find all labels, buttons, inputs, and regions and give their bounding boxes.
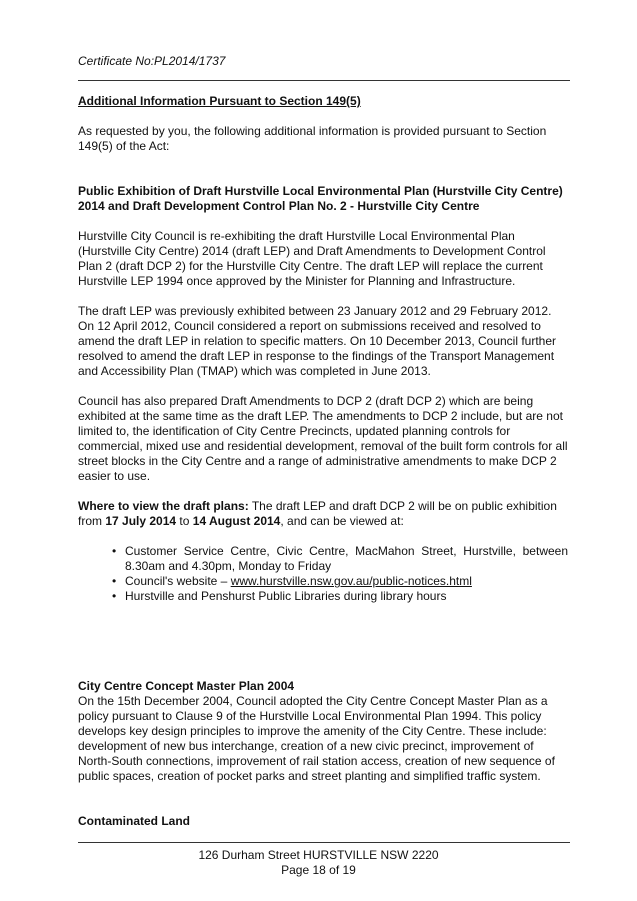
footer-divider xyxy=(78,842,570,843)
exhibition-end-date: 14 August 2014 xyxy=(192,514,281,528)
page-number: Page 18 of 19 xyxy=(281,863,356,877)
where-to-view-paragraph xyxy=(78,499,568,529)
list-item: • Hurstville and Penshurst Public Libraries during library hours xyxy=(112,589,568,604)
exhibition-paragraph-2: The draft LEP was previously exhibited between 23 January 2012 and 29 February 2012. On 12 April 2012, Council considered a report on submissions received and resolved to amend the draft LEP in relation to specific matters. On 10 December 2013, Council further resolved to amend the draft LEP in response to the findings of the Transport Management and Accessibility Plan (TMAP) which was completed in June 2013. xyxy=(78,304,557,378)
document-body xyxy=(78,94,568,829)
exhibition-paragraph-3: Council has also prepared Draft Amendments to DCP 2 (draft DCP 2) which are being exhibited at the same time as the draft LEP. The amendments to DCP 2 include, but are not limited to, the identification of City Centre Precincts, updated planning controls for commercial, mixed use and residential development, removal of the built form controls for all street blocks in the City Centre and a range of administrative amendments to make DCP 2 easier to use. xyxy=(78,394,568,483)
public-notices-link[interactable]: www.hurstville.nsw.gov.au/public-notices.html xyxy=(230,574,472,588)
list-item: • Customer Service Centre, Civic Centre, MacMahon Street, Hurstville, between 8.30am and 4.30pm, Monday to Friday xyxy=(112,544,568,574)
where-to-view-to: to xyxy=(176,514,193,528)
list-item xyxy=(112,574,568,589)
where-to-view-text-2: , and can be viewed at: xyxy=(280,514,404,528)
section-149-heading: Additional Information Pursuant to Section 149(5) xyxy=(78,94,361,108)
master-plan-paragraph: On the 15th December 2004, Council adopted the City Centre Concept Master Plan as a policy pursuant to Clause 9 of the Hurstville Local Environmental Plan 1994. This policy develops key design principles to improve the amenity of the City Centre. These include: development of new bus interchange, creation of a new civic precinct, improvement of North-South connections, improvement of rail station access, creation of new sequence of public spaces, creation of pocket parks and street planting and simplified traffic system. xyxy=(78,694,555,783)
master-plan-heading: City Centre Concept Master Plan 2004 xyxy=(78,679,295,693)
exhibition-paragraph-1: Hurstville City Council is re-exhibiting the draft Hurstville Local Environmental Plan (Hurstville City Centre) 2014 (draft LEP) and Draft Amendments to Development Control Plan 2 (draft DCP 2) for the Hurstville City Centre. The draft LEP will replace the current Hurstville LEP 1994 once approved by the Minister for Planning and Infrastructure. xyxy=(78,229,546,288)
footer-address: 126 Durham Street HURSTVILLE NSW 2220 xyxy=(198,848,439,862)
where-to-view-label: Where to view the draft plans: xyxy=(78,499,249,513)
viewing-locations-list xyxy=(78,544,568,604)
section-149-intro: As requested by you, the following additional information is provided pursuant to Section 149(5) of the Act: xyxy=(78,124,547,153)
exhibition-start-date: 17 July 2014 xyxy=(105,514,177,528)
website-prefix: Council's website – xyxy=(125,574,231,588)
contaminated-land-heading: Contaminated Land xyxy=(78,814,191,828)
exhibition-heading: Public Exhibition of Draft Hurstville Local Environmental Plan (Hurstville City Centre) 2014 and Draft Development Control Plan No. 2 - Hurstville City Centre xyxy=(78,184,563,213)
header-divider xyxy=(78,80,570,81)
certificate-number: Certificate No:PL2014/1737 xyxy=(78,54,226,68)
where-to-view-text-1: The draft LEP and draft DCP 2 will be on public exhibition from xyxy=(78,499,557,528)
